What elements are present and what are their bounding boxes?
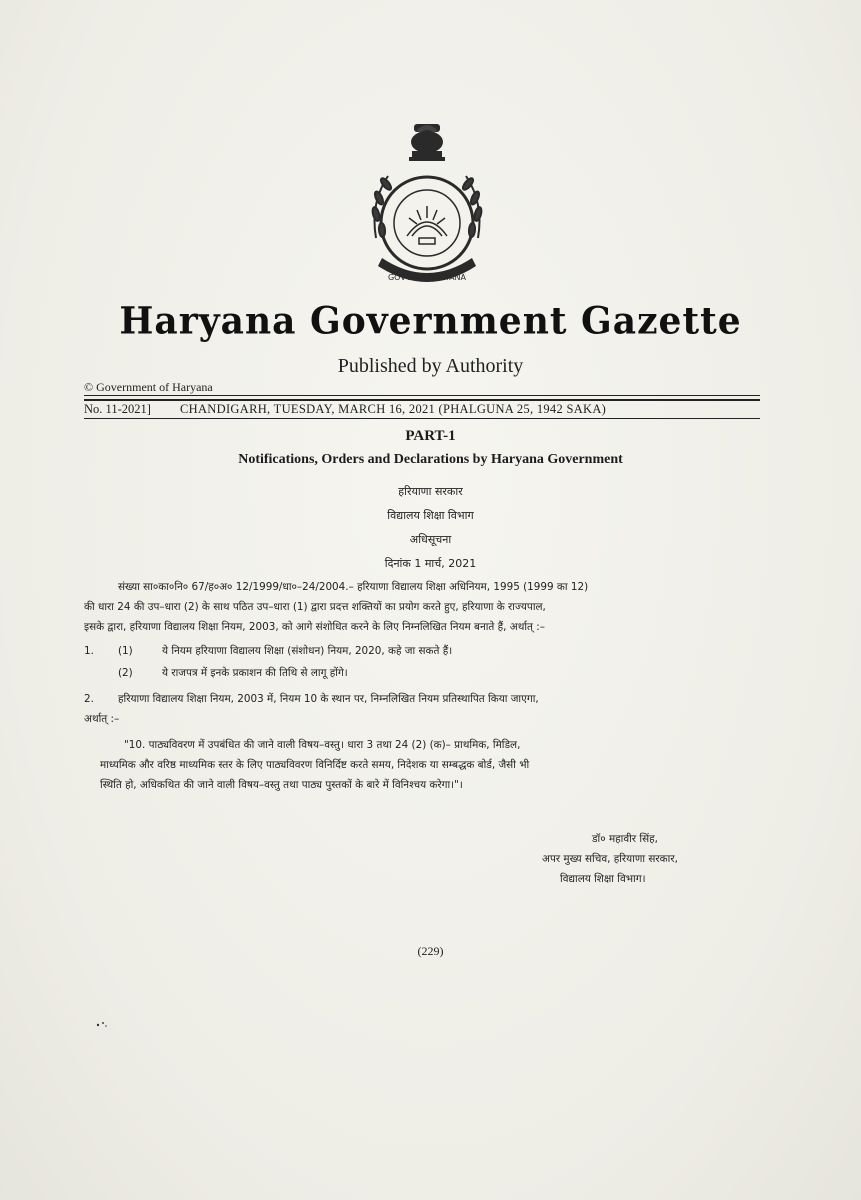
preamble-line: इसके द्वारा, हरियाणा विद्यालय शिक्षा नियम, 2003, को आगे संशोधित करने के लिए निम्नलिखित नियम बनाते हैं, अर्थात् :– — [84, 621, 545, 633]
rule-number: 2. — [84, 693, 94, 705]
quoted-rule-line: स्थिति हो, अधिकथित की जाने वाली विषय–वस्तु तथा पाठ्य पुस्तकों के बारे में विनिश्चय करेगा।"। — [100, 779, 463, 791]
header-rule-top — [84, 395, 760, 396]
issue-number: No. 11-2021] — [84, 402, 151, 416]
haryana-government-emblem-icon — [362, 118, 492, 288]
rule-text-line: हरियाणा विद्यालय शिक्षा नियम, 2003 में, नियम 10 के स्थान पर, निम्नलिखित नियम प्रतिस्थापित किया जाएगा, — [118, 693, 539, 705]
sub-rule-text: ये नियम हरियाणा विद्यालय शिक्षा (संशोधन) नियम, 2020, कहे जा सकते हैं। — [162, 645, 453, 657]
quoted-rule-line: माध्यमिक और वरिष्ठ माध्यमिक स्तर के लिए पाठ्यविवरण विनिर्दिष्ट करते समय, निदेशक या सम्बद्धक बोर्ड, जैसी भी — [100, 759, 530, 771]
emblem-bottom-text: GOVT. OF HARYANA — [387, 273, 467, 282]
preamble-line: की धारा 24 की उप–धारा (2) के साथ पठित उप–धारा (1) द्वारा प्रदत्त शक्तियों का प्रयोग करते हुए, हरियाणा के राज्यपाल, — [84, 601, 546, 613]
sub-rule-number: (1) — [118, 645, 133, 657]
notification-heading: अधिसूचना — [409, 533, 452, 546]
signatory-name: डॉ० महावीर सिंह, — [592, 833, 658, 845]
published-by-authority: Published by Authority — [337, 355, 524, 377]
government-heading: हरियाणा सरकार — [398, 485, 463, 498]
sub-rule-text: ये राजपत्र में इनके प्रकाशन की तिथि से लागू होंगे। — [162, 667, 348, 679]
page-number: (229) — [417, 944, 444, 958]
part-subtitle: Notifications, Orders and Declarations by Haryana Government — [238, 452, 623, 467]
notification-date: दिनांक 1 मार्च, 2021 — [384, 557, 477, 570]
preamble-line: संख्या सा०का०नि० 67/ह०अ० 12/1999/धा०–24/2004.– हरियाणा विद्यालय शिक्षा अधिनियम, 1995 (1999 का 12) — [118, 581, 589, 593]
header-rule-bottom — [84, 418, 760, 419]
signatory-department: विद्यालय शिक्षा विभाग। — [560, 873, 646, 885]
header-rule-double — [84, 399, 760, 401]
scan-speck-mark — [95, 1020, 109, 1028]
issue-date-line: CHANDIGARH, TUESDAY, MARCH 16, 2021 (PHALGUNA 25, 1942 SAKA) — [180, 402, 607, 416]
part-title: PART-1 — [405, 428, 456, 444]
copyright-notice: © Government of Haryana — [84, 380, 213, 394]
signatory-designation: अपर मुख्य सचिव, हरियाणा सरकार, — [542, 853, 678, 865]
sub-rule-number: (2) — [118, 667, 133, 679]
quoted-rule-line: "10. पाठ्यविवरण में उपबंधित की जाने वाली विषय–वस्तु। धारा 3 तथा 24 (2) (क)– प्राथमिक, मिडिल, — [124, 739, 521, 751]
department-heading: विद्यालय शिक्षा विभाग — [387, 509, 474, 522]
rule-number: 1. — [84, 645, 94, 657]
gazette-masthead: Haryana Government Gazette — [119, 298, 742, 344]
rule-text-line: अर्थात् :– — [84, 713, 120, 725]
